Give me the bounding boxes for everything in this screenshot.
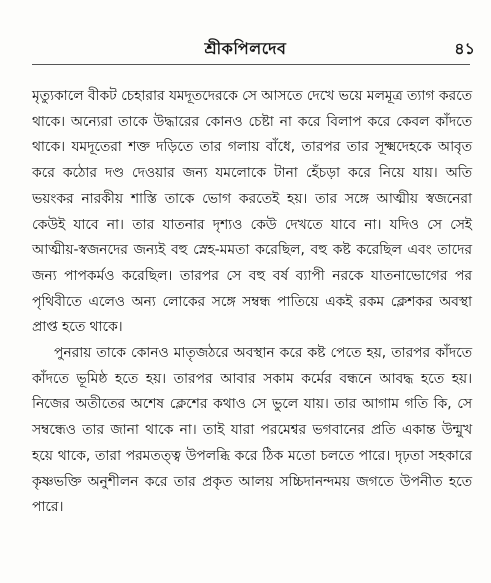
header-divider — [32, 64, 470, 65]
body-text — [32, 84, 472, 521]
running-head — [0, 36, 491, 60]
page-title: শ্রীকপিলদেব — [204, 39, 287, 58]
paragraph-1: মৃত্যুকালে বীকট চেহারার যমদূতদেরকে সে আসতে দেখে ভয়ে মলমূত্র ত্যাগ করতে থাকে। অন্যেরা তাকে উদ্ধারের কোনও চেষ্টা না করে বিলাপ করে কেবল কাঁদতে থাকে। যমদূতেরা শক্ত দড়িতে তার গলায় বাঁধে, তারপর তার সূক্ষ্মদেহকে আবৃত করে কঠোর দণ্ড দেওয়ার জন্য যমলোকে টানা হেঁচড়া করে নিয়ে যায়। অতি ভয়ংকর নারকীয় শাস্তি তাকে ভোগ করতেই হয়। তার সঙ্গে আত্মীয় স্বজনেরা কেউই যাবে না। তার যাতনার দৃশ্যও কেউ দেখতে যাবে না। যদিও সে সেই আত্মীয়-স্বজনদের জন্যই বহু স্নেহ-মমতা করেছিল, বহু কষ্ট করেছিল এবং তাদের জন্য পাপকর্মও করেছিল। তারপর সে বহু বর্ষ ব্যাপী নরকে যাতনাভোগের পর পৃথিবীতে এলেও অন্য লোকের সঙ্গে সম্বন্ধ পাতিয়ে একই রকম ক্লেশকর অবস্থা প্রাপ্ত হতে থাকে। — [32, 88, 472, 336]
page-number: ৪১ — [454, 39, 475, 58]
paragraph-2: পুনরায় তাকে কোনও মাতৃজঠরে অবস্থান করে কষ্ট পেতে হয়, তারপর কাঁদতে কাঁদতে ভূমিষ্ঠ হতে হয়। তারপর আবার সকাম কর্মের বন্ধনে আবদ্ধ হতে হয়। নিজের অতীতের অশেষ ক্লেশের কথাও সে ভুলে যায়। তার আগাম গতি কি, সে সম্বন্ধেও তার জানা থাকে না। তাই যারা পরমেশ্বর ভগবানের প্রতি একান্ত উন্মুখ হয়ে থাকে, তারা পরমতত্ত্ব উপলব্ধি করে ঠিক মতো চলতে পারে। দৃঢ়তা সহকারে কৃষ্ণভক্তি অনুশীলন করে তার প্রকৃত আলয় সচ্চিদানন্দময় জগতে উপনীত হতে পারে। — [32, 345, 473, 516]
